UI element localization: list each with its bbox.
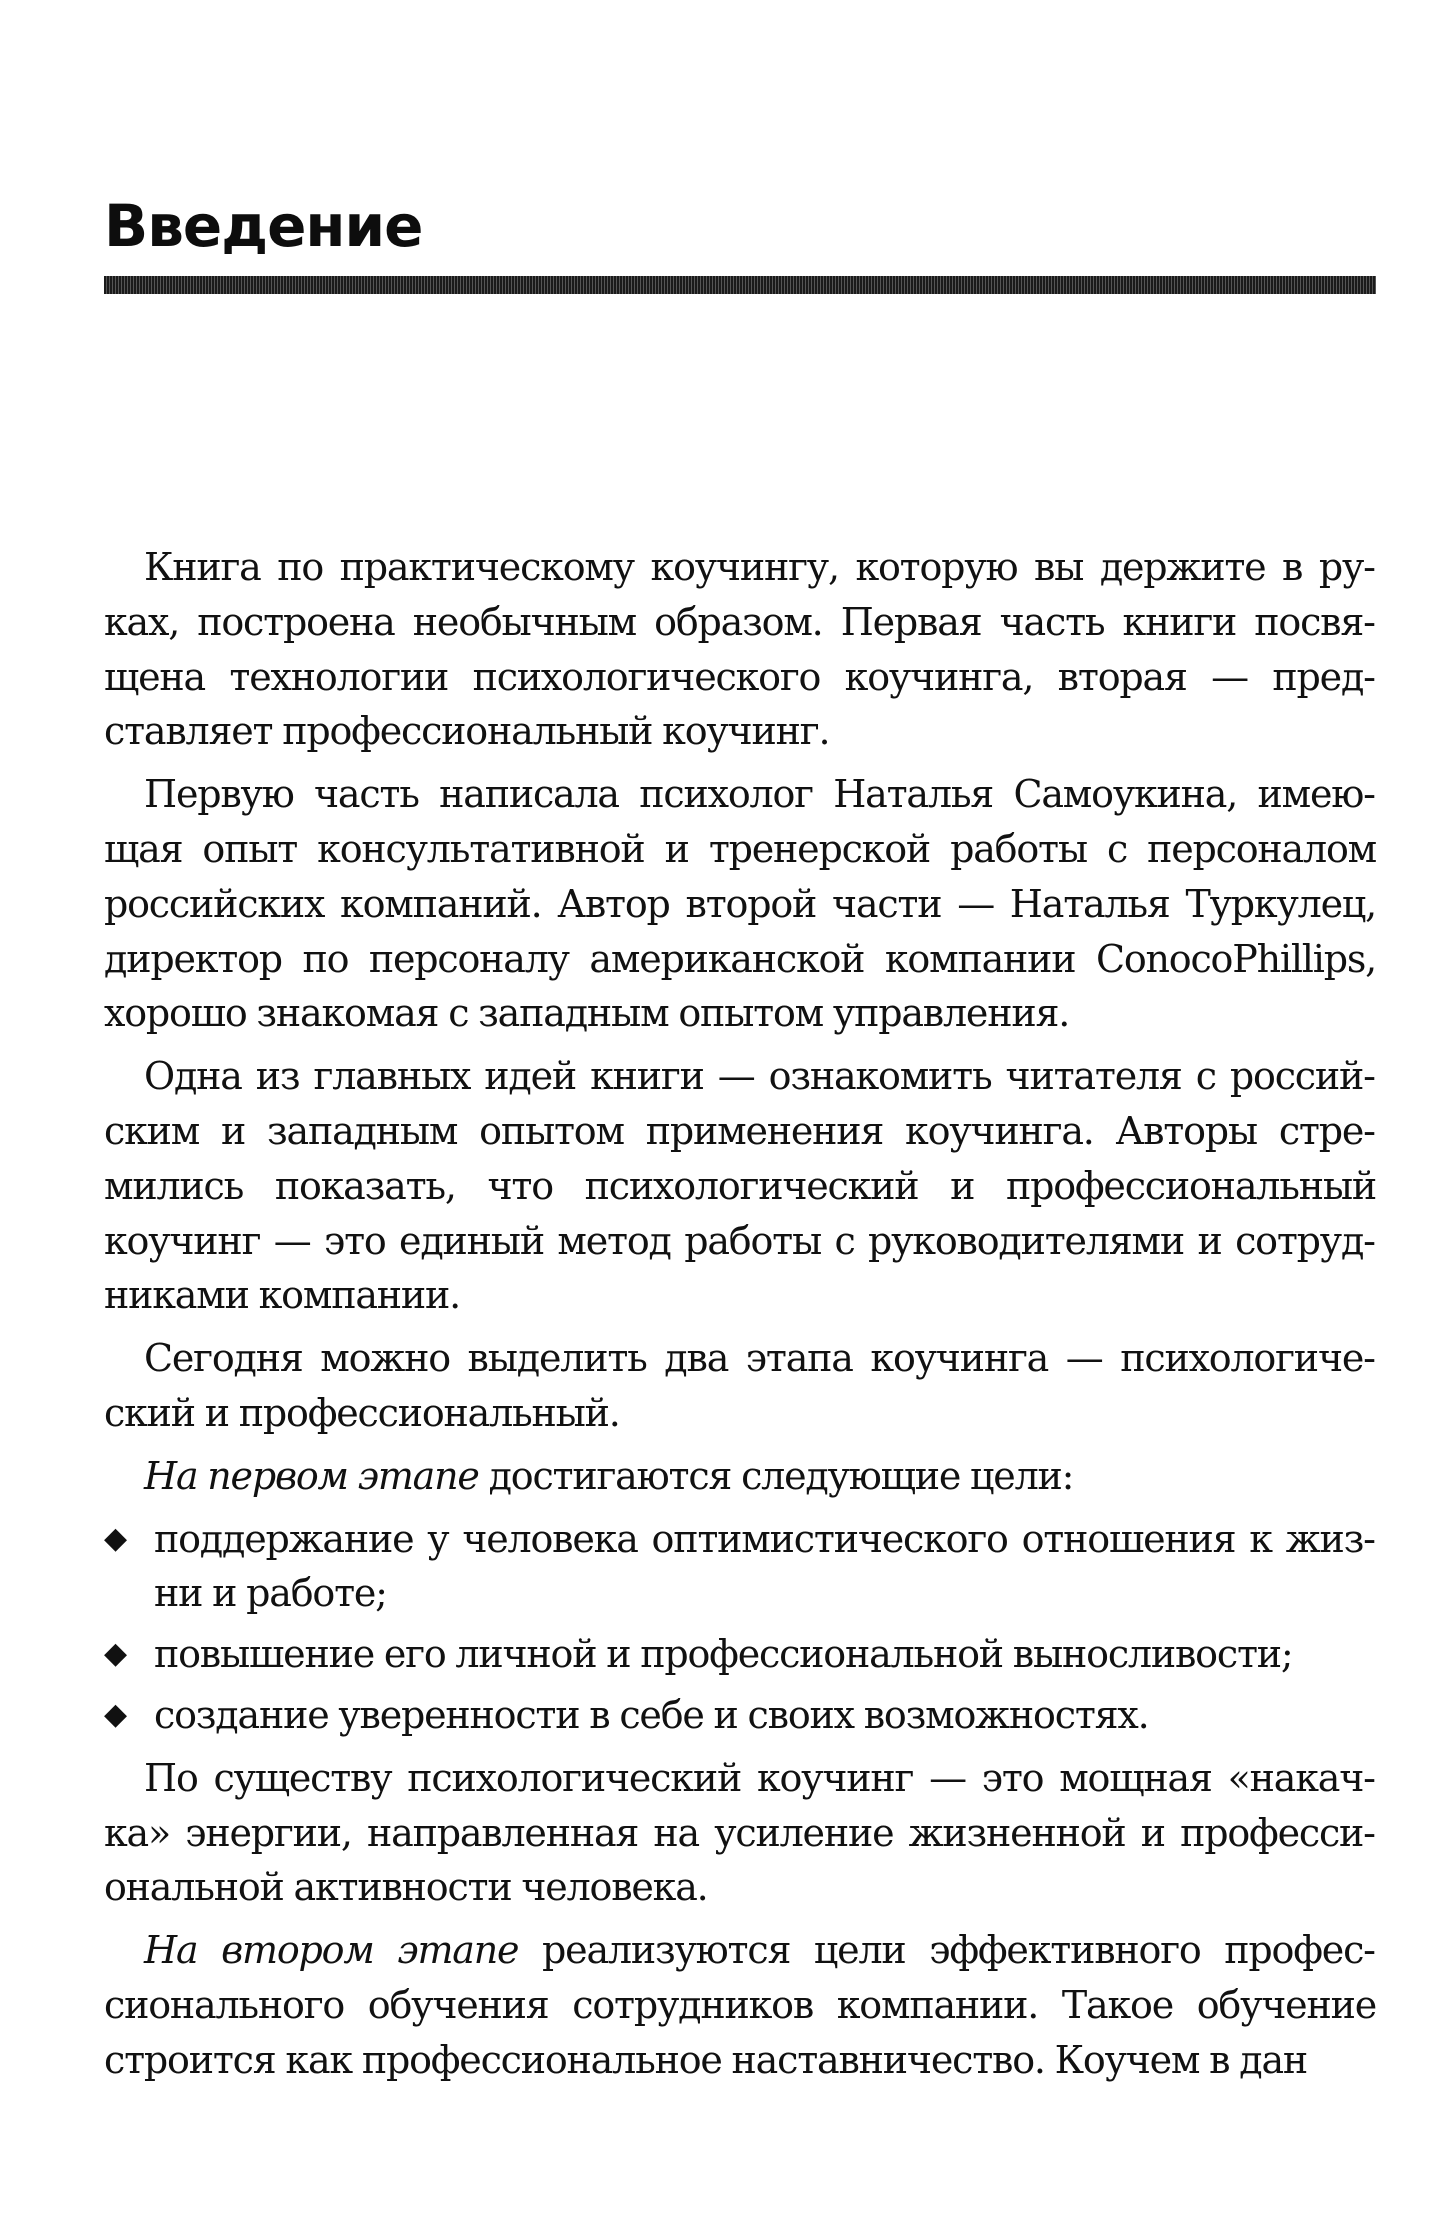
list-item [104, 1512, 1376, 1622]
paragraph-second-stage [104, 1923, 1376, 2087]
paragraph-first-stage [104, 1449, 1376, 1504]
paragraph-book-structure: Книга по практическому коучингу, которую вы держите в руках, построена необычным образом. Первая часть книги посвящена технологии психологического коучинга, вторая — представляет профессиональный коучинг. [104, 545, 1376, 754]
goal-text: поддержание у человека оптимистического отношения к жизни и работе; [154, 1516, 1376, 1616]
chapter-body [104, 540, 1376, 2096]
second-stage-emphasis: На втором этапе [144, 1928, 519, 1973]
goal-text: создание уверенности в себе и своих возможностях. [154, 1692, 1149, 1737]
list-item [104, 1688, 1376, 1743]
paragraph-two-stages: Сегодня можно выделить два этапа коучинга — психологический и профессиональный. [104, 1336, 1376, 1435]
chapter-heading: Введение [104, 192, 423, 260]
first-stage-text: достигаются следующие цели: [478, 1453, 1074, 1498]
paragraph-authors: Первую часть написала психолог Наталья Самоукина, имеющая опыт консультативной и тренерской работы с персоналом российских компаний. Автор второй части — Наталья Туркулец, директор по персоналу американской компании ConocoPhillips, хорошо знакомая с западным опытом управления. [104, 772, 1376, 1036]
first-stage-goals-list [104, 1512, 1376, 1743]
second-stage-text: реализуются цели эффективного профессионального обучения сотрудников компании. Такое обучение строится как профессиональное наставничество. Коучем в дан [104, 1928, 1376, 2082]
goal-text: повышение его личной и профессиональной выносливости; [154, 1632, 1293, 1677]
first-stage-emphasis: На первом этапе [144, 1453, 479, 1498]
diamond-bullet-icon: ◆ [104, 1696, 126, 1732]
book-page [104, 0, 1376, 2224]
diamond-bullet-icon: ◆ [104, 1520, 126, 1556]
paragraph-summary: По существу психологический коучинг — это мощная «накачка» энергии, направленная на усиление жизненной и профессиональной активности человека. [104, 1755, 1376, 1910]
diamond-bullet-icon: ◆ [104, 1636, 126, 1672]
heading-rule [104, 276, 1376, 294]
paragraph-main-idea: Одна из главных идей книги — ознакомить читателя с российским и западным опытом применения коучинга. Авторы стремились показать, что психологический и профессиональный коучинг — это единый метод работы с руководителями и сотрудниками компании. [104, 1054, 1376, 1318]
list-item [104, 1627, 1376, 1682]
